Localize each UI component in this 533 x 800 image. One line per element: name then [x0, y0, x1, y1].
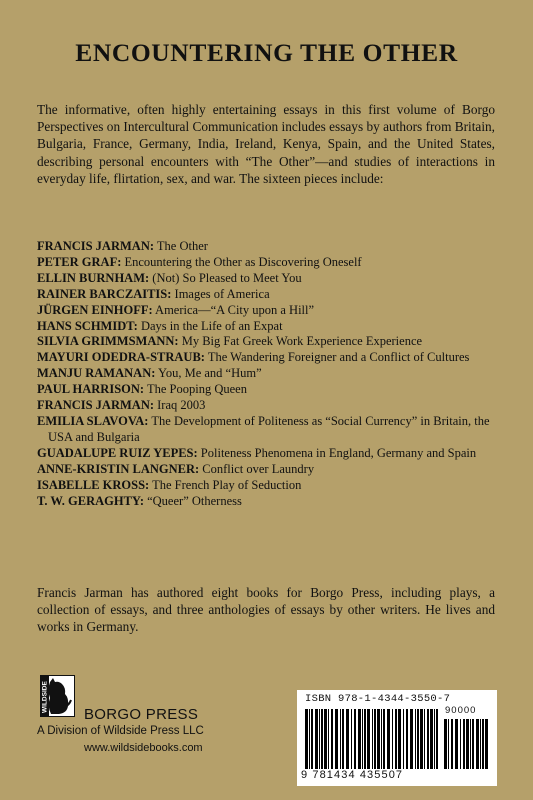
barcode-bar [406, 709, 408, 769]
contents-item [37, 398, 495, 414]
contents-author: PETER GRAF: [37, 254, 122, 269]
contents-author: GUADALUPE RUIZ YEPES: [37, 445, 198, 460]
contents-item [37, 478, 495, 494]
barcode-bar [321, 709, 323, 769]
barcode-bar [455, 719, 458, 769]
wildside-logo [40, 675, 75, 717]
barcode-bar [463, 719, 465, 769]
isbn-label: ISBN 978-1-4344-3550-7 [305, 693, 451, 705]
barcode-bar [311, 709, 313, 769]
contents-author: FRANCIS JARMAN: [37, 398, 155, 413]
barcode-bar [420, 709, 423, 769]
contents-item [37, 462, 495, 478]
contents-title: The Pooping Queen [144, 382, 247, 397]
author-bio: Francis Jarman has authored eight books for Borgo Press, including plays, a collection of essays, and three anthologies of essays by other writers. He lives and works in Germany. [37, 585, 495, 635]
contents-title: You, Me and “Hum” [155, 366, 262, 381]
contents-author: SILVIA GRIMMSMANN: [37, 334, 179, 349]
barcode-bar [346, 709, 349, 769]
contents-item [37, 350, 495, 366]
book-title: ENCOUNTERING THE OTHER [75, 38, 458, 67]
price-code: 90000 [445, 705, 477, 716]
contents-author: MAYURI ODEDRA-STRAUB: [37, 350, 205, 365]
barcode-bar [328, 709, 329, 769]
barcode-bar [410, 709, 413, 769]
contents-author: HANS SCHMIDT: [37, 318, 138, 333]
publisher-url: www.wildsidebooks.com [84, 742, 203, 754]
barcode-bar [436, 709, 438, 769]
contents-title: The French Play of Seduction [149, 477, 302, 492]
contents-author: PAUL HARRISON: [37, 382, 145, 397]
barcode-bar [485, 719, 488, 769]
logo-text: WILDSIDE [41, 681, 49, 713]
contents-item [37, 494, 495, 510]
barcode-bar [417, 709, 419, 769]
barcode-bar [430, 709, 433, 769]
barcode-bar [324, 709, 327, 769]
contents-author: ELLIN BURNHAM: [37, 270, 150, 285]
barcode-bar [398, 709, 401, 769]
barcode-bar [415, 709, 416, 769]
barcode-bar [362, 709, 363, 769]
barcode-bar [470, 719, 471, 769]
contents-author: ISABELLE KROSS: [37, 477, 150, 492]
contents-title: “Queer” Otherness [143, 493, 242, 508]
barcode-bar [476, 719, 479, 769]
contents-item [37, 287, 495, 303]
contents-item [37, 303, 495, 319]
contents-author: ANNE-KRISTIN LANGNER: [37, 461, 200, 476]
barcode-bar [466, 719, 469, 769]
contents-item [37, 446, 495, 462]
contents-list [37, 239, 495, 509]
contents-title: Politeness Phenomena in England, Germany and Spain [197, 445, 477, 460]
barcode-bar [340, 709, 341, 769]
contents-title: (Not) So Pleased to Meet You [149, 270, 302, 285]
barcode-bar [319, 709, 320, 769]
barcode-bar [358, 709, 361, 769]
barcode-bar [482, 719, 484, 769]
barcode-bar [395, 709, 397, 769]
contents-author: MANJU RAMANAN: [37, 366, 156, 381]
contents-item [37, 382, 495, 398]
contents-author: EMILIA SLAVOVA: [37, 413, 149, 428]
isbn-barcode [297, 690, 497, 786]
barcode-bar [351, 709, 352, 769]
barcode-bar [444, 719, 447, 769]
barcode-bar [354, 709, 356, 769]
barcode-bar [335, 709, 338, 769]
barcode-bar [331, 709, 333, 769]
barcode-bar [377, 709, 380, 769]
contents-title: The Wandering Foreigner and a Conflict of Cultures [204, 350, 470, 365]
barcode-bar [460, 719, 461, 769]
contents-author: JÜRGEN EINHOFF: [37, 302, 153, 317]
barcode-bar [383, 709, 385, 769]
barcode-bar [434, 709, 435, 769]
contents-author: RAINER BARCZAITIS: [37, 286, 172, 301]
contents-title: The Other [154, 239, 208, 253]
barcode-bar [387, 709, 390, 769]
ean-bars [305, 709, 439, 769]
barcode-bar [342, 709, 344, 769]
barcode-bar [427, 709, 429, 769]
contents-title: Days in the Life of an Expat [137, 318, 283, 333]
barcode-bar [381, 709, 382, 769]
contents-item [37, 319, 495, 335]
contents-title: Conflict over Laundry [199, 461, 315, 476]
publisher-subtitle: A Division of Wildside Press LLC [37, 725, 204, 737]
contents-item [37, 255, 495, 271]
barcode-bar [372, 709, 373, 769]
contents-title: Encountering the Other as Discovering Oneself [121, 254, 362, 269]
intro-paragraph: The informative, often highly entertaining essays in this first volume of Borgo Perspectives on Intercultural Communication includes essays by authors from Britain, Bulgaria, France, Germany, India, Ireland, Kenya, Spain, and the United States, describing personal encounters with “The Other”—and studies of interactions in everyday life, flirtation, sex, and war. The sixteen pieces include: [37, 102, 495, 186]
barcode-bar [305, 709, 308, 769]
barcode-bar [403, 709, 404, 769]
barcode-bar [367, 709, 370, 769]
barcode-bar [472, 719, 474, 769]
contents-author: T. W. GERAGHTY: [37, 493, 144, 508]
barcode-bar [448, 719, 449, 769]
barcode-bar [451, 719, 453, 769]
contents-title: Images of America [171, 286, 270, 301]
contents-item [37, 334, 495, 350]
contents-author: FRANCIS JARMAN: [37, 239, 155, 253]
publisher-name: BORGO PRESS [84, 706, 199, 723]
barcode-bar [374, 709, 376, 769]
contents-title: My Big Fat Greek Work Experience Experience [178, 334, 423, 349]
barcode-bar [424, 709, 425, 769]
contents-item [37, 414, 495, 446]
contents-item [37, 239, 495, 255]
contents-title: The Development of Politeness as “Social Currency” in Britain, the USA and Bulgaria [48, 413, 490, 444]
barcode-bar [364, 709, 366, 769]
addon-bars [444, 719, 490, 769]
ean-digits: 9 781434 435507 [301, 769, 404, 781]
barcode-bar [315, 709, 318, 769]
barcode-bar [392, 709, 393, 769]
contents-item [37, 366, 495, 382]
barcode-bar [480, 719, 481, 769]
contents-title: Iraq 2003 [154, 398, 206, 413]
barcode-bar [309, 709, 310, 769]
contents-item [37, 271, 495, 287]
contents-title: America—“A City upon a Hill” [152, 302, 315, 317]
